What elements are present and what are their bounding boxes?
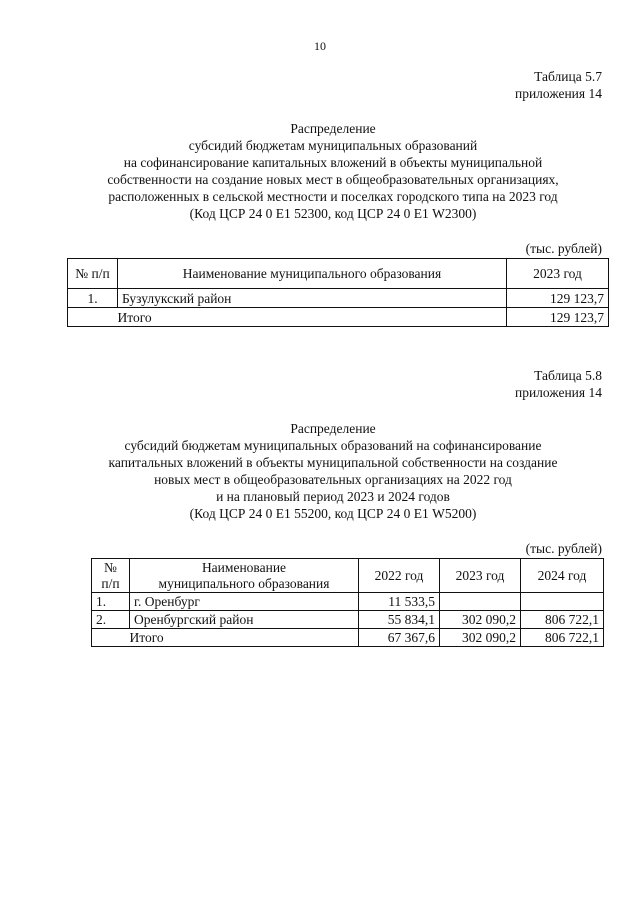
table-5-8-ref-line2: приложения 14 — [514, 385, 602, 400]
table-5-7-title-line: (Код ЦСР 24 0 Е1 52300, код ЦСР 24 0 Е1 W2300) — [189, 206, 477, 221]
header-name — [130, 559, 359, 593]
header-2024: 2024 год — [521, 559, 604, 593]
header-2023: 2023 год — [507, 259, 609, 289]
table-5-7-reference — [515, 68, 602, 102]
cell-2024 — [521, 593, 604, 611]
cell-2024: 806 722,1 — [521, 611, 604, 629]
table-5-7-title-line: собственности на создание новых мест в общеобразовательных организациях, — [107, 172, 559, 187]
header-name-line1: Наименование — [201, 559, 287, 575]
cell-2023: 302 090,2 — [440, 611, 521, 629]
table-5-7-ref-line1: Таблица 5.7 — [534, 69, 602, 84]
table-row — [92, 611, 604, 629]
cell-2023: 129 123,7 — [507, 289, 609, 308]
cell-num: 2. — [92, 611, 130, 629]
table-5-7-title-line: Распределение — [290, 121, 376, 136]
header-name: Наименование муниципального образования — [118, 259, 507, 289]
table-row — [92, 593, 604, 611]
table-5-8-title — [60, 420, 606, 522]
table-5-8-title-line: Распределение — [290, 421, 376, 436]
cell-name: г. Оренбург — [130, 593, 359, 611]
header-name-line2: муниципального образования — [158, 575, 330, 591]
header-2023: 2023 год — [440, 559, 521, 593]
cell-name: Оренбургский район — [130, 611, 359, 629]
page-number: 10 — [314, 39, 326, 53]
cell-name: Бузулукский район — [118, 289, 507, 308]
table-5-7-units: (тыс. рублей) — [525, 241, 602, 256]
table-5-7-title-line: на софинансирование капитальных вложений в объекты муниципальной — [123, 155, 543, 170]
table-5-7 — [67, 258, 609, 327]
table-row — [68, 289, 609, 308]
header-2022: 2022 год — [359, 559, 440, 593]
total-spacer — [68, 308, 118, 327]
table-header-row — [68, 259, 609, 289]
table-5-8-title-line: (Код ЦСР 24 0 Е1 55200, код ЦСР 24 0 Е1 W5200) — [189, 506, 477, 521]
cell-num: 1. — [68, 289, 118, 308]
table-5-8-reference — [515, 367, 602, 401]
table-5-8-ref-line1: Таблица 5.8 — [534, 368, 602, 383]
table-5-7-title-line: расположенных в сельской местности и поселках городского типа на 2023 год — [108, 189, 558, 204]
header-num-line2: п/п — [101, 575, 120, 591]
cell-num: 1. — [92, 593, 130, 611]
table-5-7-title — [60, 120, 606, 222]
header-num — [92, 559, 130, 593]
cell-2022: 55 834,1 — [359, 611, 440, 629]
table-5-8 — [91, 558, 604, 647]
cell-2022: 11 533,5 — [359, 593, 440, 611]
table-5-8-title-line: и на плановый период 2023 и 2024 годов — [216, 489, 450, 504]
total-2023: 129 123,7 — [507, 308, 609, 327]
table-total-row — [68, 308, 609, 327]
header-num: № п/п — [68, 259, 118, 289]
table-5-8-units: (тыс. рублей) — [525, 541, 602, 556]
cell-2023 — [440, 593, 521, 611]
table-5-8-title-line: новых мест в общеобразовательных организациях на 2022 год — [154, 472, 512, 487]
total-spacer — [92, 629, 130, 647]
total-label: Итого — [118, 308, 507, 327]
total-2024: 806 722,1 — [521, 629, 604, 647]
table-header-row — [92, 559, 604, 593]
table-total-row — [92, 629, 604, 647]
total-2023: 302 090,2 — [440, 629, 521, 647]
total-2022: 67 367,6 — [359, 629, 440, 647]
table-5-7-ref-line2: приложения 14 — [514, 86, 602, 101]
table-5-8-title-line: капитальных вложений в объекты муниципальной собственности на создание — [108, 455, 558, 470]
total-label: Итого — [130, 629, 359, 647]
header-num-line1: № — [104, 559, 117, 575]
table-5-7-title-line: субсидий бюджетам муниципальных образований — [188, 138, 478, 153]
table-5-8-title-line: субсидий бюджетам муниципальных образований на софинансирование — [124, 438, 542, 453]
